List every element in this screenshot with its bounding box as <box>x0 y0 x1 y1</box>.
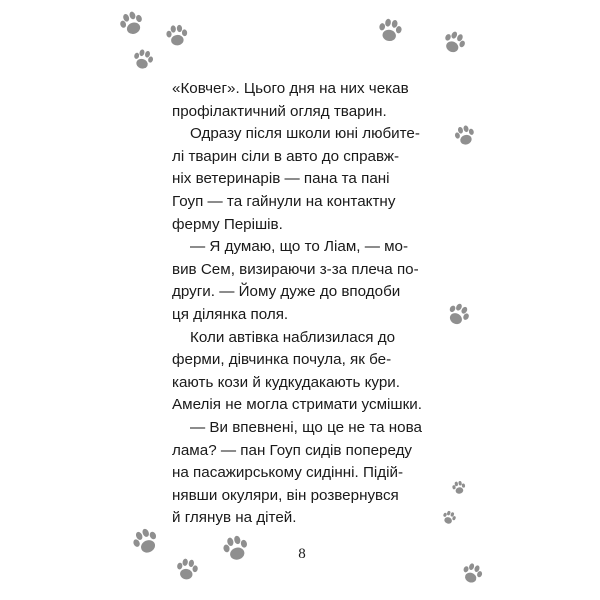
paw-print-icon <box>114 6 150 42</box>
text-line: ця ділянка поля. <box>172 305 289 323</box>
paw-print-icon <box>440 297 476 333</box>
text-line: кають кози й кудкудакають кури. <box>172 373 400 391</box>
text-line: ферму Перішів. <box>172 215 283 233</box>
paw-print-icon <box>172 555 202 585</box>
paw-print-icon <box>128 45 157 74</box>
paw-print-icon <box>126 522 166 562</box>
text-line: други. — Йому дуже до вподоби <box>172 283 401 301</box>
text-line: лі тварин сіли в авто до справж- <box>172 147 400 165</box>
text-line: — Я думаю, що то Ліам, — мо- <box>190 238 409 256</box>
text-line: ніх ветеринарів — пана та пані <box>172 170 390 188</box>
paw-print-icon <box>437 26 472 61</box>
text-line: на пасажирському сидінні. Підій- <box>172 464 404 482</box>
text-line: Амелія не могла стримати усмішки. <box>172 396 422 414</box>
paw-print-icon <box>374 15 406 47</box>
text-line: Одразу після школи юні любите- <box>190 125 420 143</box>
text-line: Коли автівка наблизилася до <box>190 328 396 346</box>
text-line: й глянув на дітей. <box>172 509 297 527</box>
text-line: «Ковчег». Цього дня на них чекав <box>172 80 409 97</box>
text-line: — Ви впевнені, що це не та нова <box>190 418 422 436</box>
text-line: лама? — пан Гоуп сидів попереду <box>172 441 413 459</box>
text-line: Гоуп — та гайнули на контактну <box>172 192 396 210</box>
paw-print-icon <box>163 22 191 50</box>
text-line: ферми, дівчинка почула, як бе- <box>172 351 392 369</box>
paw-print-icon <box>218 531 255 568</box>
text-line: вив Сем, визираючи з-за плеча по- <box>172 260 419 278</box>
text-line: профілактичний огляд тварин. <box>172 102 387 120</box>
paw-print-icon <box>450 479 469 498</box>
paw-print-icon <box>439 508 460 529</box>
text-line: нявши окуляри, він розвернувся <box>172 486 399 504</box>
paw-print-icon <box>450 121 479 150</box>
paw-print-icon <box>457 559 488 590</box>
page-number: 8 <box>298 546 306 562</box>
body-text <box>172 78 428 530</box>
